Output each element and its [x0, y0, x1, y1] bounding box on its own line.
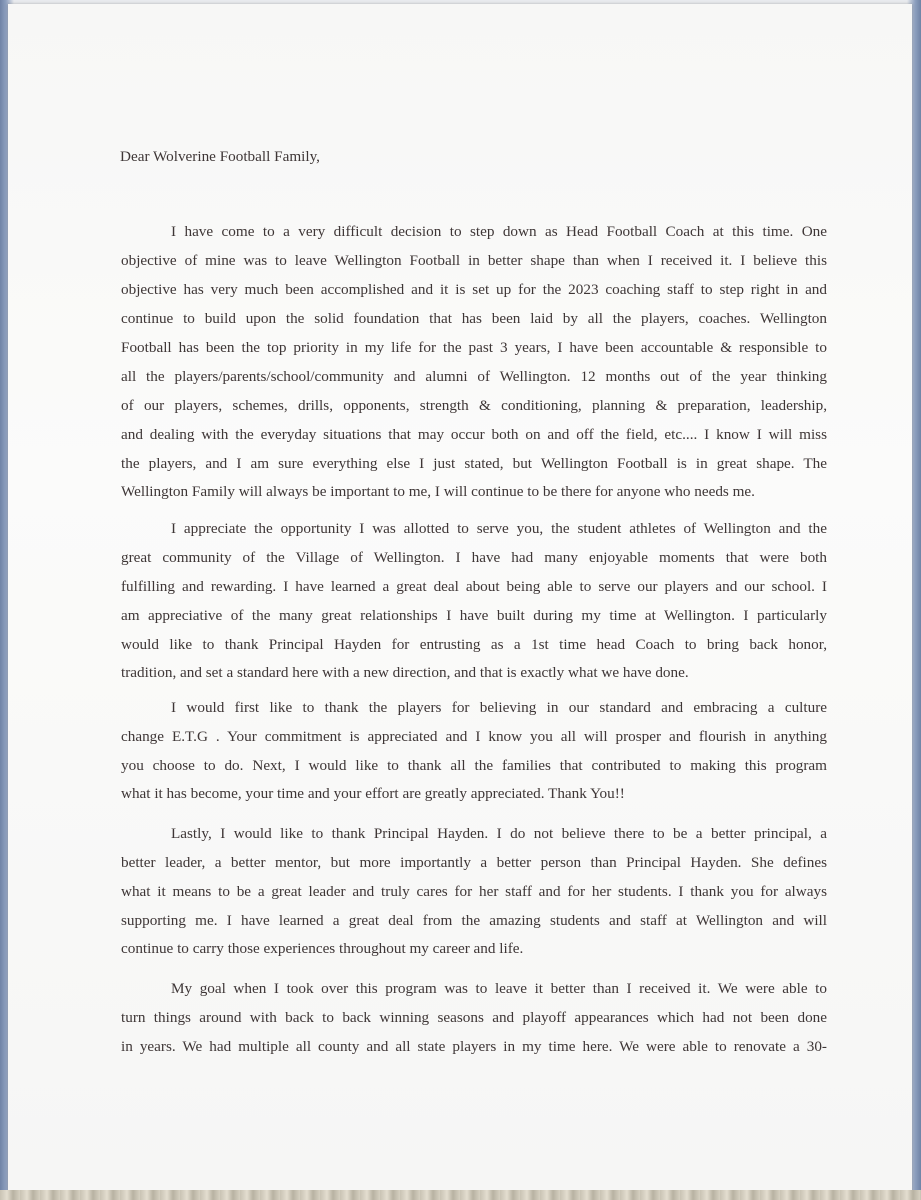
- paragraph-5-line-1: My goal when I took over this program was to leave it better than I received it. We were able to: [171, 980, 827, 997]
- paragraph-3-line-2: change E.T.G . Your commitment is appreciated and I know you all will prosper and flourish in anything: [121, 728, 827, 745]
- salutation: Dear Wolverine Football Family,: [120, 148, 320, 165]
- paragraph-3-line-3: you choose to do. Next, I would like to thank all the families that contributed to making this program: [121, 757, 827, 774]
- paragraph-5-line-2: turn things around with back to back winning seasons and playoff appearances which had not been done: [121, 1009, 827, 1026]
- paragraph-1-line-8: and dealing with the everyday situations that may occur both on and off the field, etc.... I know I will miss: [121, 426, 827, 443]
- paragraph-2-line-4: am appreciative of the many great relationships I have built during my time at Wellington. I particularly: [121, 607, 827, 624]
- paragraph-1-line-9: the players, and I am sure everything else I just stated, but Wellington Football is in great shape. The: [121, 455, 827, 472]
- paragraph-1-line-1: I have come to a very difficult decision to step down as Head Football Coach at this time. One: [171, 223, 827, 240]
- paragraph-1-line-10: Wellington Family will always be important to me, I will continue to be there for anyone who needs me.: [121, 483, 755, 500]
- paragraph-1-line-5: Football has been the top priority in my life for the past 3 years, I have been accountable & responsible to: [121, 339, 827, 356]
- paragraph-4-line-5: continue to carry those experiences throughout my career and life.: [121, 940, 524, 957]
- paragraph-4-line-4: supporting me. I have learned a great deal from the amazing students and staff at Wellington and will: [121, 912, 827, 929]
- bottom-edge-strip: [0, 1190, 921, 1200]
- paragraph-1-line-4: continue to build upon the solid foundation that has been laid by all the players, coaches. Wellington: [121, 310, 827, 327]
- letter-page: [8, 4, 912, 1192]
- paragraph-2-line-2: great community of the Village of Wellington. I have had many enjoyable moments that were both: [121, 549, 827, 566]
- paragraph-1-line-3: objective has very much been accomplished and it is set up for the 2023 coaching staff to step right in and: [121, 281, 827, 298]
- paragraph-2-line-5: would like to thank Principal Hayden for entrusting as a 1st time head Coach to bring back honor,: [121, 636, 827, 653]
- paragraph-4-line-2: better leader, a better mentor, but more importantly a better person than Principal Hayden. She defines: [121, 854, 827, 871]
- paragraph-5-line-3: in years. We had multiple all county and all state players in my time here. We were able to renovate a 30-: [121, 1038, 827, 1055]
- paragraph-2-line-3: fulfilling and rewarding. I have learned a great deal about being able to serve our players and our school. I: [121, 578, 827, 595]
- paragraph-3-line-1: I would first like to thank the players for believing in our standard and embracing a culture: [171, 699, 827, 716]
- paragraph-3-line-4: what it has become, your time and your effort are greatly appreciated. Thank You!!: [121, 785, 625, 802]
- paragraph-1-line-6: all the players/parents/school/community and alumni of Wellington. 12 months out of the year thinking: [121, 368, 827, 385]
- paragraph-4-line-3: what it means to be a great leader and truly cares for her staff and for her students. I thank you for always: [121, 883, 827, 900]
- paragraph-1-line-2: objective of mine was to leave Wellington Football in better shape than when I received it. I believe this: [121, 252, 827, 269]
- paragraph-2-line-1: I appreciate the opportunity I was allotted to serve you, the student athletes of Wellington and the: [171, 520, 827, 537]
- paragraph-4-line-1: Lastly, I would like to thank Principal Hayden. I do not believe there to be a better principal, a: [171, 825, 827, 842]
- paragraph-1-line-7: of our players, schemes, drills, opponents, strength & conditioning, planning & preparation, leadership,: [121, 397, 827, 414]
- paragraph-2-line-6: tradition, and set a standard here with a new direction, and that is exactly what we have done.: [121, 664, 689, 681]
